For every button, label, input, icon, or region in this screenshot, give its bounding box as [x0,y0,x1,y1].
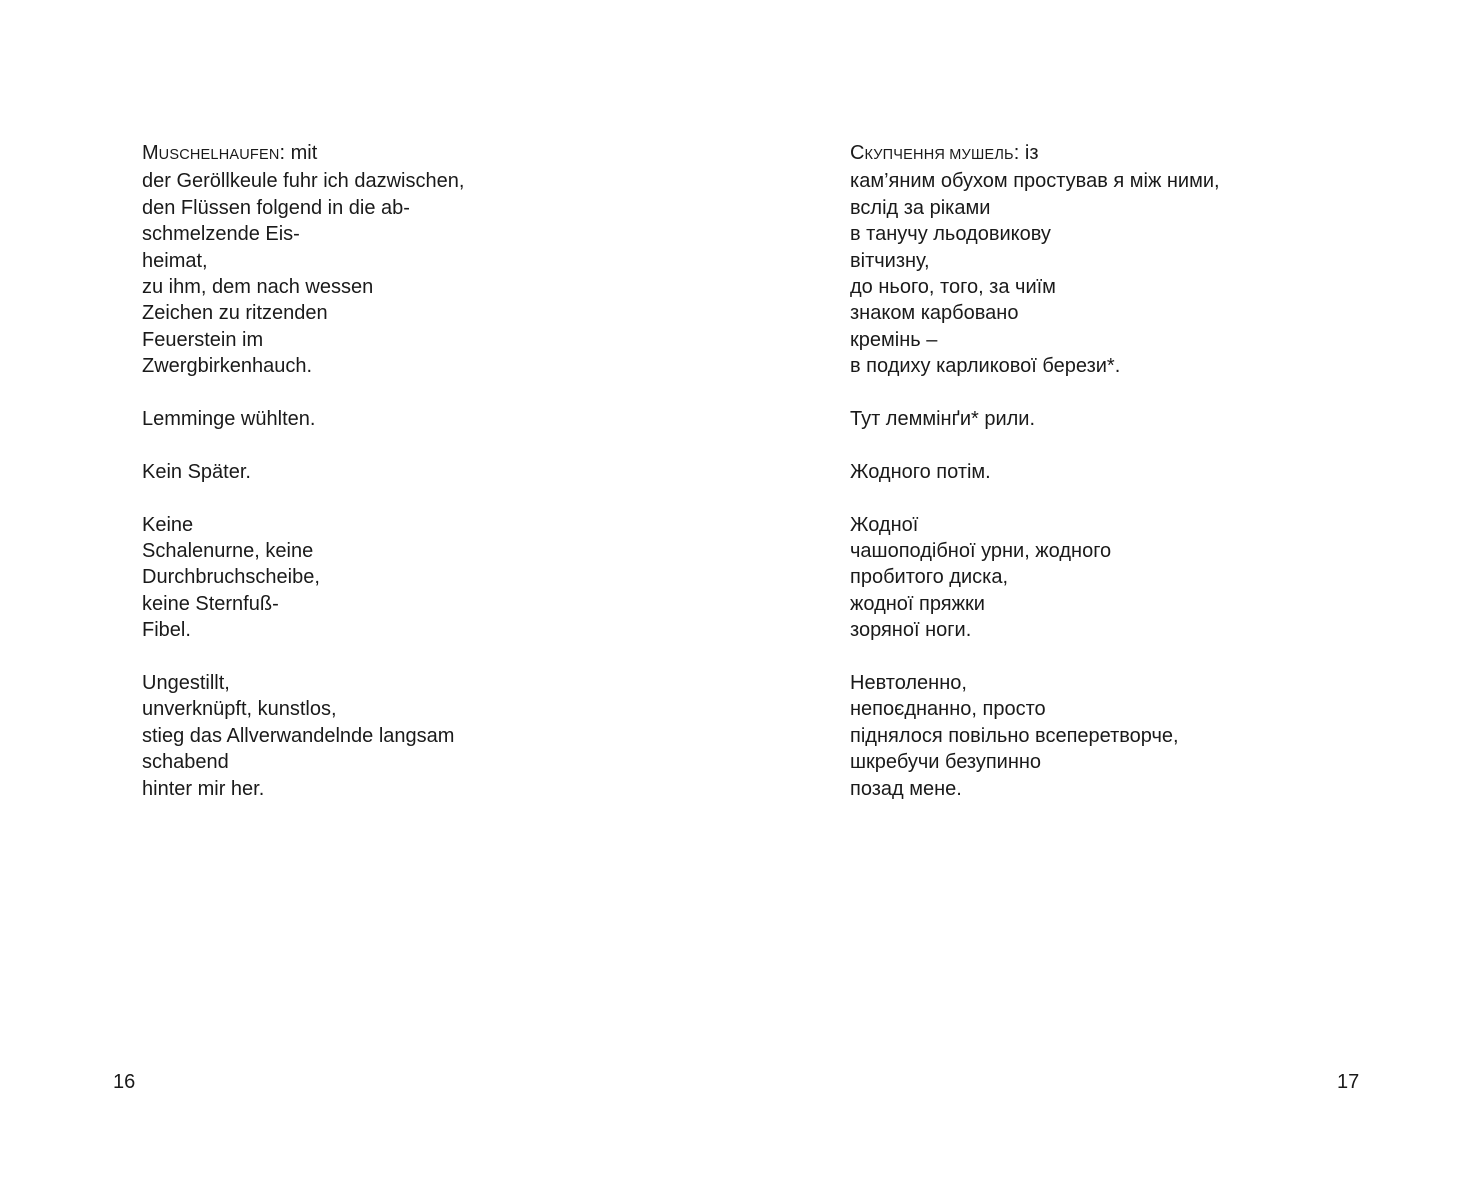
title-smallcaps: USCHELHAUFEN [158,147,280,163]
poem-line: позад мене. [850,777,962,800]
poem-line: пробитого диска, [850,566,1009,589]
poem-line: Feuerstein im [142,328,264,351]
stanza-1 [850,140,1220,380]
stanza-4 [850,512,1220,644]
poem-line: зоряної ноги. [850,619,972,642]
poem-line: den Flüssen folgend in die ab- [142,196,410,219]
poem-line: stieg das Allverwandelnde langsam [142,724,455,747]
poem-line: кам’яним обухом простував я між ними, [850,170,1220,193]
poem-line: Lemminge wühlten. [142,408,316,431]
poem-line: вслід за ріками [850,196,991,219]
poem-line: піднялося повільно всеперетворче, [850,724,1179,747]
poem-line: до нього, того, за чиїм [850,276,1056,299]
poem-line: Невтоленно, [850,672,967,695]
poem-line: schmelzende Eis- [142,223,300,246]
poem-line: Kein Später. [142,460,251,483]
poem-line: zu ihm, dem nach wessen [142,276,374,299]
poem-line: Жодного потім. [850,460,991,483]
title-continuation: : із [1013,142,1039,164]
page-number-left: 16 [113,1071,136,1093]
poem-line: der Geröllkeule fuhr ich dazwischen, [142,170,465,193]
poem-line: Durchbruchscheibe, [142,566,320,589]
title-smallcaps: КУПЧЕННЯ МУШЕЛЬ [864,147,1014,163]
stanza-2 [142,406,464,432]
title-continuation: : mit [279,142,318,164]
poem-title-line [142,140,464,168]
right-page [737,0,1474,1191]
poem-line: unverknüpft, kunstlos, [142,698,337,721]
stanza-2 [850,406,1220,432]
poem-german [142,140,464,828]
stanza-5 [142,670,464,802]
poem-ukrainian [850,140,1220,828]
poem-line: Zwergbirkenhauch. [142,355,313,378]
poem-line: Тут леммінґи* рили. [850,408,1036,431]
stanza-1 [142,140,464,380]
stanza-5 [850,670,1220,802]
poem-line: Keine [142,513,194,536]
poem-line: schabend [142,751,229,774]
poem-line: вітчизну, [850,249,930,272]
poem-title-line [850,140,1220,168]
poem-line: heimat, [142,249,208,272]
poem-line: чашоподібної урни, жодного [850,540,1112,563]
poem-line: Жодної [850,513,919,536]
poem-line: Schalenurne, keine [142,540,314,563]
poem-line: Ungestillt, [142,672,230,695]
poem-line: Zeichen zu ritzenden [142,302,328,325]
stanza-3 [142,459,464,485]
stanza-4 [142,512,464,644]
poem-line: в подиху карликової берези*. [850,355,1121,378]
title-initial: M [142,142,159,164]
stanza-3 [850,459,1220,485]
poem-line: Fibel. [142,619,191,642]
poem-line: непоєднанно, просто [850,698,1046,721]
poem-line: keine Sternfuß- [142,592,279,615]
poem-line: шкребучи безупинно [850,751,1042,774]
poem-line: hinter mir her. [142,777,265,800]
poem-line: в танучу льодовикову [850,223,1051,246]
poem-line: кремінь – [850,328,938,351]
poem-line: жодної пряжки [850,592,985,615]
title-initial: С [850,142,865,164]
poem-line: знаком карбовано [850,302,1019,325]
page-number-right: 17 [1337,1071,1360,1093]
